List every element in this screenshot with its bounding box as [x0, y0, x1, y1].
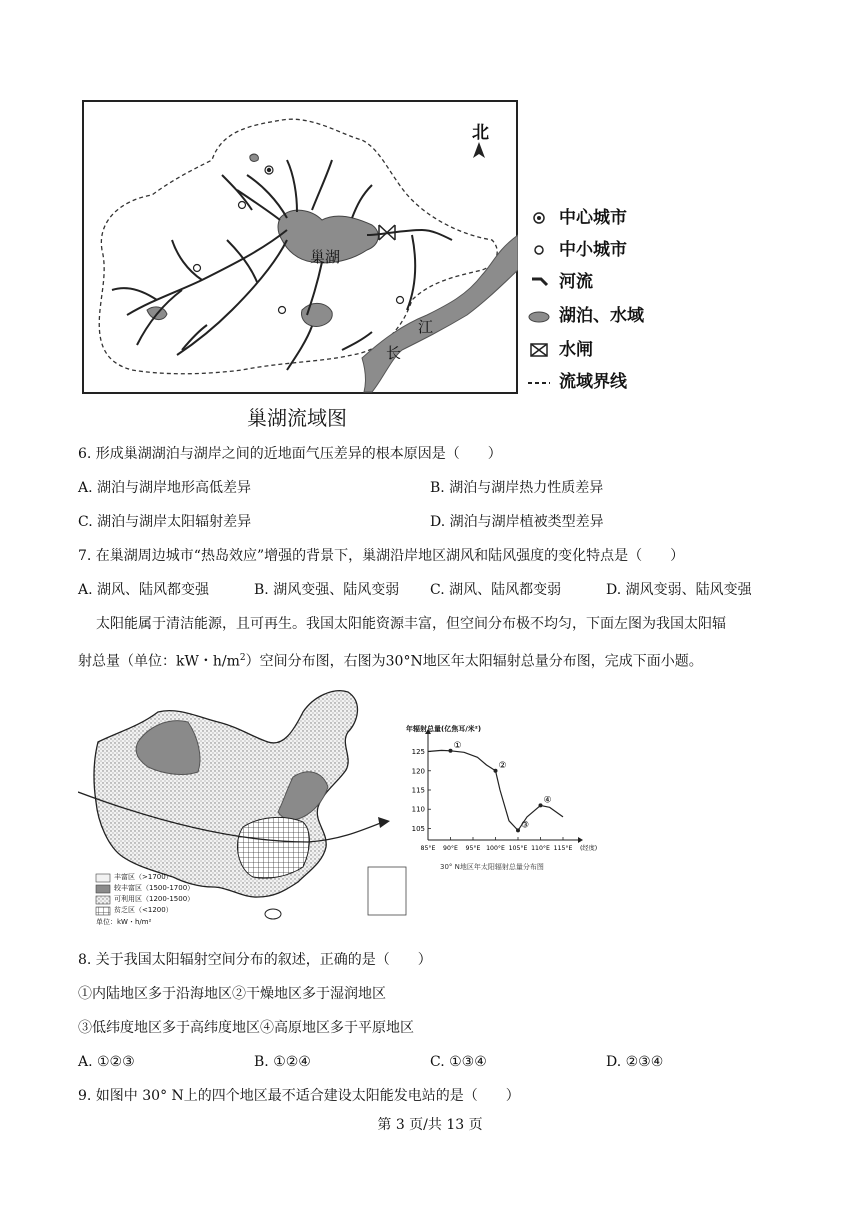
intro-line-2a: 射总量（单位：kW・h/m: [78, 653, 240, 670]
map2-unit: 单位：kW・h/m²: [96, 918, 152, 926]
chart-y-tick-label: 125: [411, 748, 425, 757]
radiation-chart: [400, 722, 600, 882]
chaohu-basin-map: [82, 100, 518, 394]
chart-point-label: ②: [498, 760, 507, 771]
q8-option-c: C. ①③④: [430, 1054, 487, 1070]
chart-series-line: [428, 750, 563, 830]
sluice-icon: [527, 339, 551, 361]
chart-x-tick-label: 90°E: [443, 845, 458, 852]
q8-stem: 8. 关于我国太阳辐射空间分布的叙述，正确的是（ ）: [78, 952, 432, 968]
chart-x-tick-label: 115°E: [553, 845, 573, 852]
lake-icon: [527, 305, 551, 327]
q8-line-1: ①内陆地区多于沿海地区②干燥地区多于湿润地区: [78, 986, 386, 1002]
q6-option-d: D. 湖泊与湖岸植被类型差异: [430, 514, 604, 530]
intro-line-2-sup: 2: [239, 653, 246, 663]
chart-x-tick-label: 105°E: [508, 845, 528, 852]
chart-y-tick-label: 105: [411, 824, 425, 833]
chart-x-tick-label: 85°E: [420, 845, 436, 852]
chart-ylabel: 年辐射总量(亿焦耳/米²): [406, 725, 482, 733]
chart-point: [539, 803, 543, 807]
chart-point-label: ③: [521, 820, 530, 831]
q8-option-d: D. ②③④: [606, 1054, 664, 1070]
chart-y-tick-label: 120: [411, 767, 425, 776]
q6-option-a: A. 湖泊与湖岸地形高低差异: [78, 480, 252, 496]
intro-line-2: [78, 648, 703, 672]
map2-legend-usable: 可利用区（1200-1500）: [114, 895, 195, 903]
chart-y-tick-label: 110: [411, 805, 425, 814]
chart-x-arrow: [578, 837, 583, 843]
map2-legend-fairly-rich: 较丰富区（1500-1700）: [114, 884, 195, 892]
boundary-icon: [527, 371, 551, 393]
lake-label: 巢湖: [310, 248, 341, 266]
q8-line-2: ③低纬度地区多于高纬度地区④高原地区多于平原地区: [78, 1020, 414, 1036]
chart-x-tick-label: 110°E: [531, 845, 550, 852]
q6-option-c: C. 湖泊与湖岸太阳辐射差异: [78, 514, 252, 530]
chart-point-label: ④: [543, 795, 552, 806]
center-city-icon: [527, 207, 551, 229]
china-solar-map: [78, 682, 418, 932]
river-label-chang: 长: [386, 344, 402, 362]
q8-option-a: A. ①②③: [78, 1054, 135, 1070]
q7-option-b: B. 湖风变强、陆风变弱: [254, 582, 400, 598]
chart-x-tick-label: 95°E: [465, 845, 481, 852]
chart-title: 30° N地区年太阳辐射总量分布图: [440, 863, 544, 871]
q6-stem: 6. 形成巢湖湖泊与湖岸之间的近地面气压差异的根本原因是（ ）: [78, 446, 502, 462]
q7-option-d: D. 湖风变弱、陆风变强: [606, 582, 752, 598]
q8-option-b: B. ①②④: [254, 1054, 311, 1070]
river-icon: [527, 271, 551, 293]
intro-line-1: 太阳能属于清洁能源，且可再生。我国太阳能资源丰富，但空间分布极不均匀，下面左图为我国太阳辐: [96, 616, 726, 632]
chart-point-label: ①: [453, 740, 462, 751]
chaohu-map-graphic: [82, 100, 518, 394]
north-label: 北: [472, 123, 489, 143]
radiation-chart-svg: [400, 722, 600, 882]
river-label-jiang: 江: [418, 318, 434, 336]
map2-legend-poor: 贫乏区（<1200）: [114, 906, 173, 914]
q7-option-c: C. 湖风、陆风都变弱: [430, 582, 562, 598]
q9-stem: 9. 如图中 30° N上的四个地区最不适合建设太阳能发电站的是（ ）: [78, 1088, 520, 1104]
chart-y-tick-label: 115: [411, 786, 425, 795]
page-footer: 第 3 页/共 13 页: [377, 1117, 483, 1133]
chart-point: [494, 769, 498, 773]
chart-point: [516, 828, 520, 832]
chart-x-tick-label: 100°E: [486, 845, 505, 852]
chart-point: [449, 749, 453, 753]
intro-line-2b: ）空间分布图，右图为30°N地区年太阳辐射总量分布图，完成下面小题。: [245, 653, 703, 670]
small-city-icon: [527, 239, 551, 261]
q6-option-b: B. 湖泊与湖岸热力性质差异: [430, 480, 604, 496]
q7-option-a: A. 湖风、陆风都变强: [78, 582, 210, 598]
map-caption: 巢湖流域图: [247, 406, 347, 430]
map2-legend-rich: 丰富区（>1700）: [114, 873, 173, 881]
chart-x-label: (经度): [580, 845, 598, 852]
q7-stem: 7. 在巢湖周边城市“热岛效应”增强的背景下，巢湖沿岸地区湖风和陆风强度的变化特点是（ ）: [78, 548, 685, 564]
